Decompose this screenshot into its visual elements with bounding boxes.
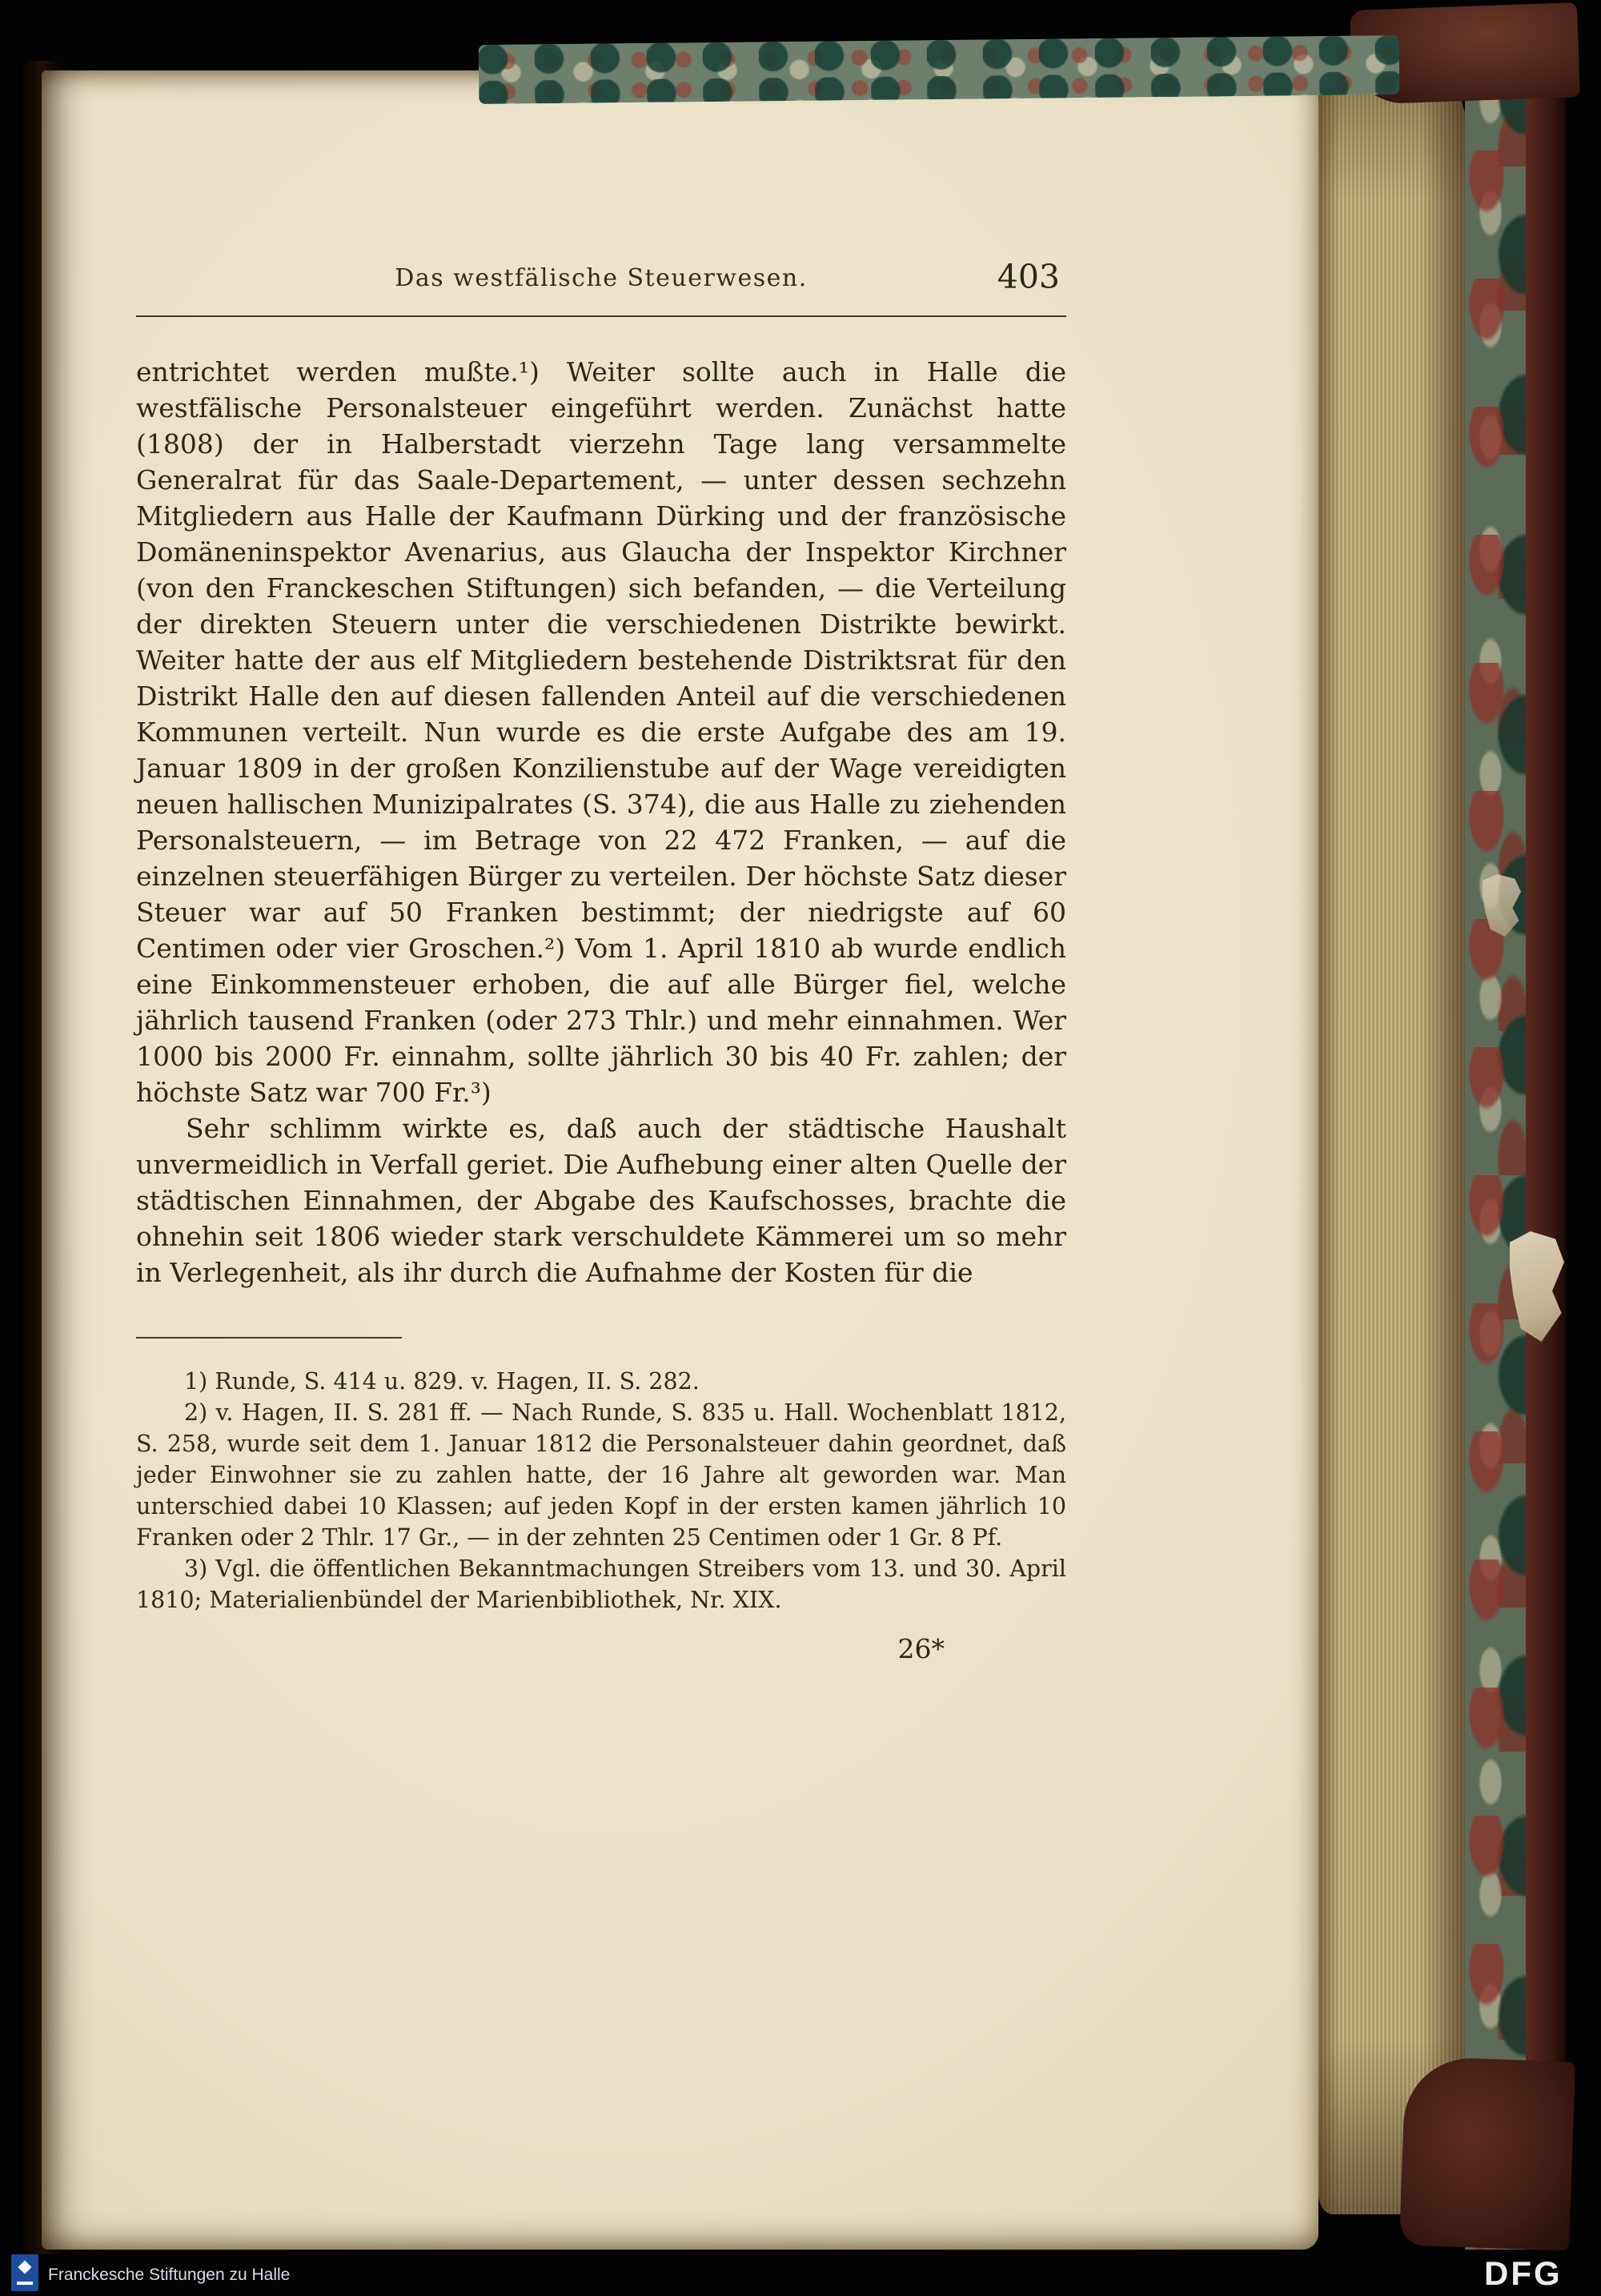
footnote-3: 3) Vgl. die öffentlichen Bekanntmachungen Streibers vom 13. und 30. April 1810; Materialienbündel der Marienbibliothek, Nr. XIX. [136, 1555, 1066, 1613]
signature-mark: 26* [897, 1633, 945, 1664]
footnote-block [136, 1337, 1066, 1616]
book-fore-edge [1318, 48, 1469, 2214]
page-number: 403 [997, 258, 1060, 296]
header-rule [136, 315, 1066, 317]
dfg-logo: DFG [1484, 2254, 1563, 2292]
body-paragraph-2: Sehr schlimm wirkte es, daß auch der städtische Haushalt unvermeidlich in Verfall geriet. Die Aufhebung einer alten Quelle der städtischen Einnahmen, der Abgabe des Kaufschosses, brachte die ohnehin seit 1806 wieder stark verschuldete Kämmerei um so mehr in Verlegenheit, als ihr durch die Aufnahme der Kosten für die [136, 1113, 1066, 1288]
franckesche-stiftungen-logo-icon [11, 2254, 38, 2291]
footnote-1: 1) Runde, S. 414 u. 829. v. Hagen, II. S. 282. [184, 1368, 700, 1395]
footnote-separator [136, 1337, 402, 1339]
running-title: Das westfälische Steuerwesen. [395, 264, 808, 292]
footnote-2: 2) v. Hagen, II. S. 281 ff. — Nach Runde, S. 835 u. Hall. Wochenblatt 1812, S. 258, wurde seit dem 1. Januar 1812 die Personalsteuer dahin geordnet, daß jeder Einwohner sie zu zahlen hatte, der 16 Jahre alt geworden war. Man unterschied dabei 10 Klassen; auf jeden Kopf in der ersten kamen jährlich 10 Franken oder 2 Thlr. 17 Gr., — in der zehnten 25 Centimen oder 1 Gr. 8 Pf. [136, 1399, 1066, 1551]
library-label: Franckesche Stiftungen zu Halle [48, 2266, 291, 2284]
book-leather-corner-bottom [1399, 2056, 1575, 2250]
book-leather-spine [1526, 14, 1566, 2243]
page-content [136, 258, 1066, 1664]
body-text [136, 354, 1066, 1290]
book-head-edge-marble [479, 35, 1400, 104]
body-paragraph-1: entrichtet werden mußte.¹) Weiter sollte auch in Halle die westfälische Personalsteuer eingeführt werden. Zunächst hatte (1808) der in Halberstadt vierzehn Tage lang versammelte Generalrat für das Saale-Departement, — unter dessen sechzehn Mitgliedern aus Halle der Kaufmann Dürking und der französische Domäneninspektor Avenarius, aus Glaucha der Inspektor Kirchner (von den Franckeschen Stiftungen) sich befanden, — die Verteilung der direkten Steuern unter die verschiedenen Distrikte bewirkt. Weiter hatte der aus elf Mitgliedern bestehende Distriktsrat für den Distrikt Halle den auf diesen fallenden Anteil auf die verschiedenen Kommunen verteilt. Nun wurde es die erste Aufgabe des am 19. Januar 1809 in der großen Konzilienstube auf der Wage vereidigten neuen hallischen Munizipalrates (S. 374), die aus Halle zu ziehenden Personalsteuern, — im Betrage von 22 472 Franken, — auf die einzelnen steuerfähigen Bürger zu verteilen. Der höchste Satz dieser Steuer war auf 50 Franken bestimmt; der niedrigste auf 60 Centimen oder vier Groschen.²) Vom 1. April 1810 ab wurde endlich eine Einkommensteuer erhoben, die auf alle Bürger fiel, welche jährlich tausend Franken (oder 273 Thlr.) und mehr einnahmen. Wer 1000 bis 2000 Fr. einnahm, sollte jährlich 30 bis 40 Fr. zahlen; der höchste Satz war 700 Fr.³) [136, 356, 1066, 1108]
page-header [136, 258, 1066, 309]
